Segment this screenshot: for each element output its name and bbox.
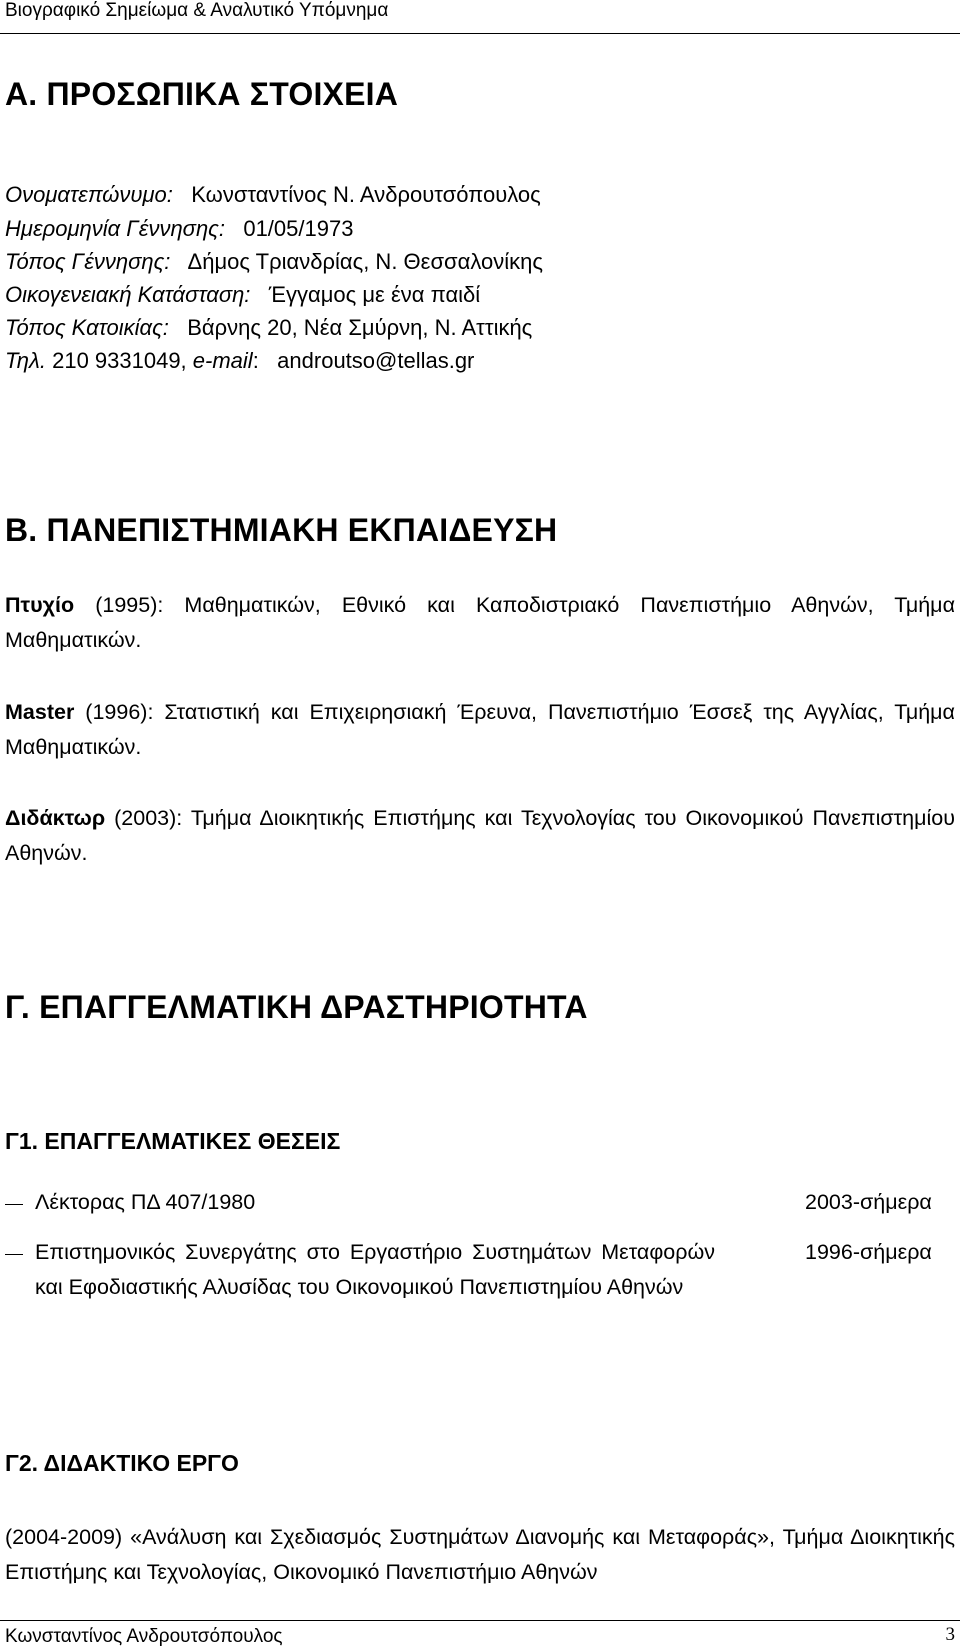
email-value: androutso@tellas.gr: [277, 348, 475, 373]
footer-rule: [0, 1620, 960, 1621]
field-label: Τόπος Γέννησης:: [5, 249, 171, 274]
position-period: 1996-σήμερα: [805, 1240, 932, 1264]
section-c2-title: Γ2. ΔΙΔΑΚΤΙΚΟ ΕΡΓΟ: [5, 1450, 239, 1476]
header-rule: [0, 33, 960, 34]
field-value: Δήμος Τριανδρίας, Ν. Θεσσαλονίκης: [187, 249, 543, 274]
field-birth-date: [5, 216, 353, 242]
email-colon: :: [252, 348, 259, 373]
degree-name: Διδάκτωρ: [5, 806, 106, 830]
field-label: Ονοματεπώνυμο:: [5, 182, 173, 207]
running-header: Βιογραφικό Σημείωμα & Αναλυτικό Υπόμνημα: [5, 0, 389, 21]
section-b-title: Β. ΠΑΝΕΠΙΣΤΗΜΙΑΚΗ ΕΚΠΑΙΔΕΥΣΗ: [5, 512, 558, 548]
field-value: Κωνσταντίνος Ν. Ανδρουτσόπουλος: [191, 182, 541, 207]
degree-details: (1995): Μαθηματικών, Εθνικό και Καποδιστριακό Πανεπιστήμιο Αθηνών, Τμήμα Μαθηματικών.: [5, 593, 955, 652]
position-title: Λέκτορας ΠΔ 407/1980: [35, 1190, 256, 1214]
teaching-entry: (2004-2009) «Ανάλυση και Σχεδιασμός Συστημάτων Διανομής και Μεταφοράς», Τμήμα Διοικητικής Επιστήμης και Τεχνολογίας, Οικονομικό Πανεπιστήμιο Αθηνών: [5, 1525, 955, 1584]
page-number: 3: [945, 1624, 955, 1645]
field-value: Βάρνης 20, Νέα Σμύρνη, Ν. Αττικής: [187, 315, 533, 340]
degree-name: Master: [5, 700, 75, 724]
phone-label: Τηλ.: [5, 348, 46, 373]
list-dash: [5, 1254, 23, 1255]
section-c-title: Γ. ΕΠΑΓΓΕΛΜΑΤΙΚΗ ΔΡΑΣΤΗΡΙΟΤΗΤΑ: [5, 989, 588, 1025]
section-c1-title: Γ1. ΕΠΑΓΓΕΛΜΑΤΙΚΕΣ ΘΕΣΕΙΣ: [5, 1128, 341, 1154]
degree-master: [5, 695, 955, 765]
email-label: e-mail: [192, 348, 253, 373]
degree-phd: [5, 801, 955, 871]
field-label: Οικογενειακή Κατάσταση:: [5, 282, 251, 307]
field-label: Τόπος Κατοικίας:: [5, 315, 169, 340]
field-residence: [5, 315, 532, 341]
section-a-title: Α. ΠΡΟΣΩΠΙΚΑ ΣΤΟΙΧΕΙΑ: [5, 76, 399, 112]
field-full-name: [5, 182, 541, 208]
phone-value: 210 9331049,: [52, 348, 187, 373]
position-title: Επιστημονικός Συνεργάτης στο Εργαστήριο Συστημάτων Μεταφορών και Εφοδιαστικής Αλυσίδας του Οικονομικού Πανεπιστημίου Αθηνών: [35, 1240, 715, 1299]
field-value: Έγγαμος με ένα παιδί: [268, 282, 481, 307]
field-marital-status: [5, 282, 480, 308]
field-value: 01/05/1973: [243, 216, 354, 241]
degree-details: (1996): Στατιστική και Επιχειρησιακή Έρευνα, Πανεπιστήμιο Έσσεξ της Αγγλίας, Τμήμα Μαθηματικών.: [5, 700, 955, 759]
footer-author: Κωνσταντίνος Ανδρουτσόπουλος: [5, 1626, 283, 1647]
degree-name: Πτυχίο: [5, 593, 75, 617]
degree-details: (2003): Τμήμα Διοικητικής Επιστήμης και Τεχνολογίας του Οικονομικού Πανεπιστημίου Αθηνών.: [5, 806, 955, 865]
degree-bachelor: [5, 588, 955, 658]
position-period: 2003-σήμερα: [805, 1190, 932, 1214]
field-birth-place: [5, 249, 543, 275]
field-label: Ημερομηνία Γέννησης:: [5, 216, 225, 241]
list-dash: [5, 1204, 23, 1205]
field-contact: [5, 348, 474, 374]
